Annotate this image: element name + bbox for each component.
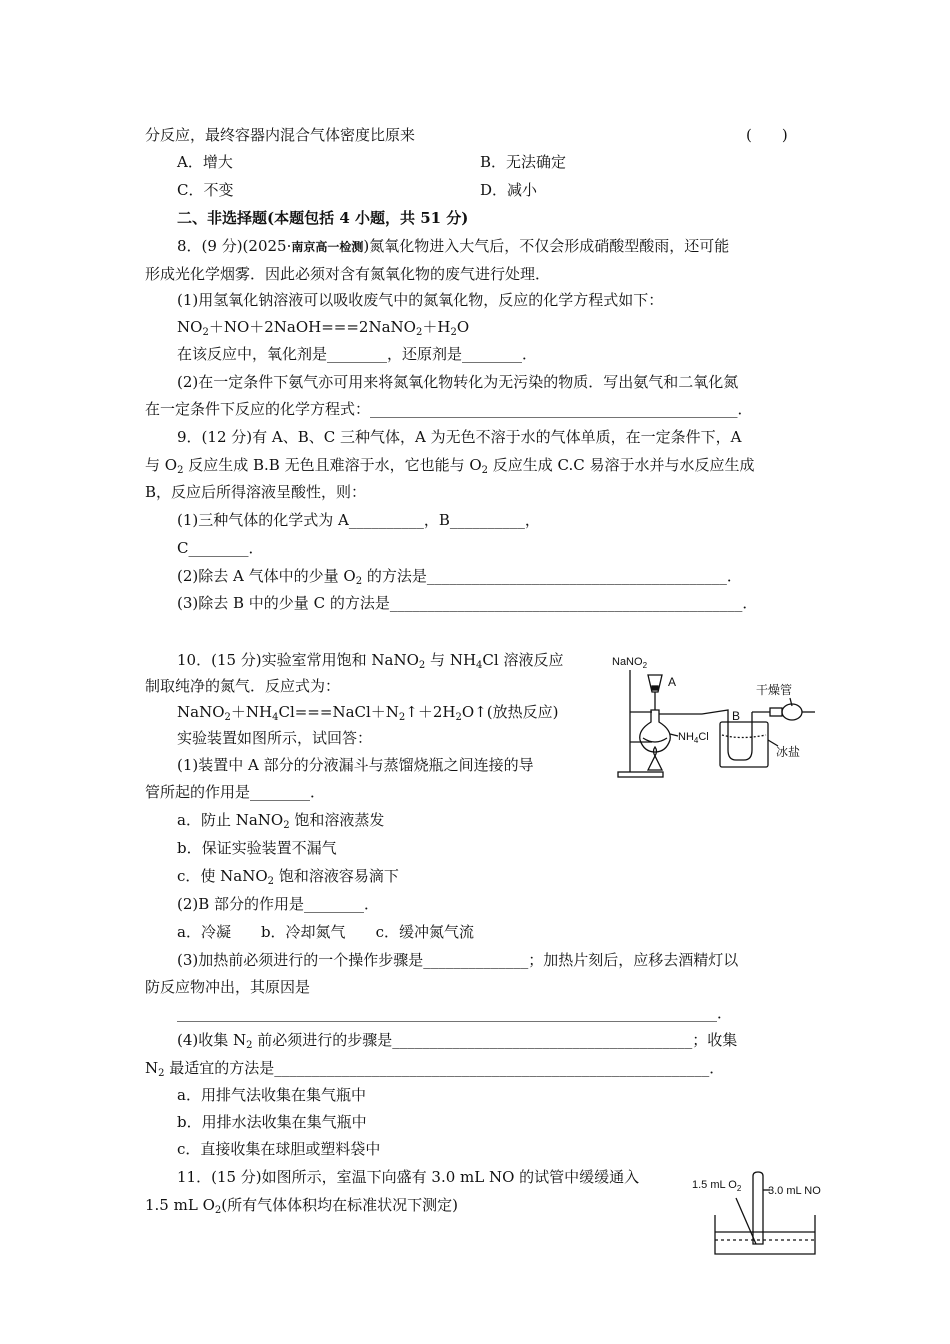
- drying-tube-bulb: [782, 704, 802, 720]
- delivery-tube: [659, 710, 728, 726]
- label-o2: 1.5 mL $O_2$: [692, 1179, 742, 1193]
- label-dryer: 干燥管: [756, 683, 793, 697]
- label-nano2: NaNO$_2$: [612, 656, 648, 670]
- q7-option-a: A．增大: [177, 153, 233, 171]
- q9-line3: B，反应后所得溶液呈酸性，则：: [145, 483, 367, 501]
- q10-line2: 制取纯净的氮气．反应式为：: [145, 677, 341, 695]
- label-ice: 冰盐: [776, 745, 801, 759]
- q8-p1-blanks: 在该反应中，氧化剂是________，还原剂是________．: [177, 345, 538, 363]
- q9-p1b: C________．: [177, 539, 264, 557]
- q10-p4b: $N_2$ 最适宜的方法是__________________________________________________________．: [145, 1059, 725, 1079]
- q10-p3c: ________________________________________________________________________．: [177, 1004, 733, 1022]
- distillation-flask: [640, 710, 671, 752]
- q9-line1: 9．(12 分)有 A、B、C 三种气体，A 为无色不溶于水的气体单质，在一定条件下，A: [177, 428, 742, 446]
- q7-text: 分反应，最终容器内混合气体密度比原来: [145, 126, 416, 144]
- section-heading: 二、非选择题(本题包括 4 小题，共 51 分): [177, 209, 469, 227]
- q9-p2: (2)除去 A 气体中的少量 $O_2$ 的方法是________________________________________．: [177, 567, 742, 587]
- q7-option-b: B．无法确定: [480, 153, 567, 171]
- dryer-pointer: [790, 698, 792, 706]
- label-a: A: [668, 675, 677, 689]
- q9-p3: (3)除去 B 中的少量 C 的方法是_______________________________________________．: [177, 594, 758, 612]
- nh4cl-pointer: [670, 734, 678, 736]
- q11-line1: 11．(15 分)如图所示，室温下向盛有 3.0 mL NO 的试管中缓缓通入: [177, 1168, 640, 1186]
- apparatus-figure: [610, 650, 820, 785]
- q8-p1: (1)用氢氧化钠溶液可以吸收废气中的氮氧化物，反应的化学方程式如下：: [177, 291, 664, 309]
- q7-option-d: D．减小: [480, 181, 538, 199]
- drying-tube-neck: [770, 708, 782, 716]
- answer-bracket: ( ): [746, 126, 788, 144]
- stopcock: [652, 686, 658, 690]
- test-tube: [753, 1172, 763, 1244]
- test-tube-figure: [690, 1170, 840, 1260]
- q10-option-b: b．保证实验装置不漏气: [177, 839, 337, 857]
- q7-option-c: C．不变: [177, 181, 234, 199]
- q9-line2: 与 $O_2$ 反应生成 B.B 无色且难溶于水，它也能与 $O_2$ 反应生成 C.C 易溶于水并与水反应生成: [145, 456, 755, 476]
- q10-option-b2: b．用排水法收集在集气瓶中: [177, 1113, 367, 1131]
- water-trough: [715, 1215, 815, 1254]
- q11-line2: 1.5 mL $O_2$(所有气体体积均在标准状况下测定): [145, 1196, 458, 1216]
- label-nh4cl: $NH_4Cl$: [678, 731, 709, 745]
- q10-p4a: (4)收集 $N_2$ 前必须进行的步骤是________________________________________；收集: [177, 1031, 738, 1051]
- q9-p1a: (1)三种气体的化学式为 A__________，B__________，: [177, 511, 540, 529]
- q10-option-a2: a．用排气法收集在集气瓶中: [177, 1086, 366, 1104]
- q10-line4: 实验装置如图所示，试回答：: [177, 729, 373, 747]
- q10-p3b: 防反应物冲出，其原因是: [145, 978, 311, 996]
- q8-line2: 形成光化学烟雾．因此必须对含有氮氧化物的废气进行处理．: [145, 265, 551, 283]
- stand-base: [618, 772, 663, 777]
- q10-p2: (2)B 部分的作用是________．: [177, 895, 380, 913]
- q10-option-c: c．使 NaNO$_2$ 饱和溶液容易滴下: [177, 867, 399, 887]
- q10-option-c2: c．直接收集在球胆或塑料袋中: [177, 1140, 381, 1158]
- q10-option-a: a．防止 NaNO$_2$ 饱和溶液蒸发: [177, 811, 385, 831]
- q8-equation: $NO_2+NO+2NaOH===2NaNO_2+H_2O$: [177, 318, 470, 338]
- alcohol-lamp: [648, 756, 662, 770]
- q10-equation: $NaNO_2+NH_4Cl===NaCl+N_2↑+2H_2O↑$(放热反应): [177, 703, 559, 723]
- label-b: B: [732, 709, 741, 723]
- q10-line1: 10．(15 分)实验室常用饱和 NaNO$_2$ 与 $NH_4Cl$ 溶液反应: [177, 651, 564, 671]
- q8-p2a: (2)在一定条件下氨气亦可用来将氮氧化物转化为无污染的物质．写出氨气和二氧化氮: [177, 373, 739, 391]
- q8-source: 南京高一检测: [291, 240, 364, 254]
- label-no: 3.0 mL NO: [768, 1185, 821, 1197]
- q10-p3a: (3)加热前必须进行的一个操作步骤是______________；加热片刻后，应移去酒精灯以: [177, 951, 739, 969]
- q10-p1a: (1)装置中 A 部分的分液漏斗与蒸馏烧瓶之间连接的导: [177, 756, 534, 774]
- q8-line1: 8．(9 分)(2025·南京高一检测)氮氧化物进入大气后，不仅会形成硝酸型酸雨，还可能: [177, 237, 730, 255]
- q8-p2b: 在一定条件下反应的化学方程式：_________________________________________________．: [145, 400, 753, 418]
- q10-p1b: 管所起的作用是________．: [145, 783, 326, 801]
- q10-p2-options: a．冷凝 b．冷却氮气 c．缓冲氮气流: [177, 923, 474, 941]
